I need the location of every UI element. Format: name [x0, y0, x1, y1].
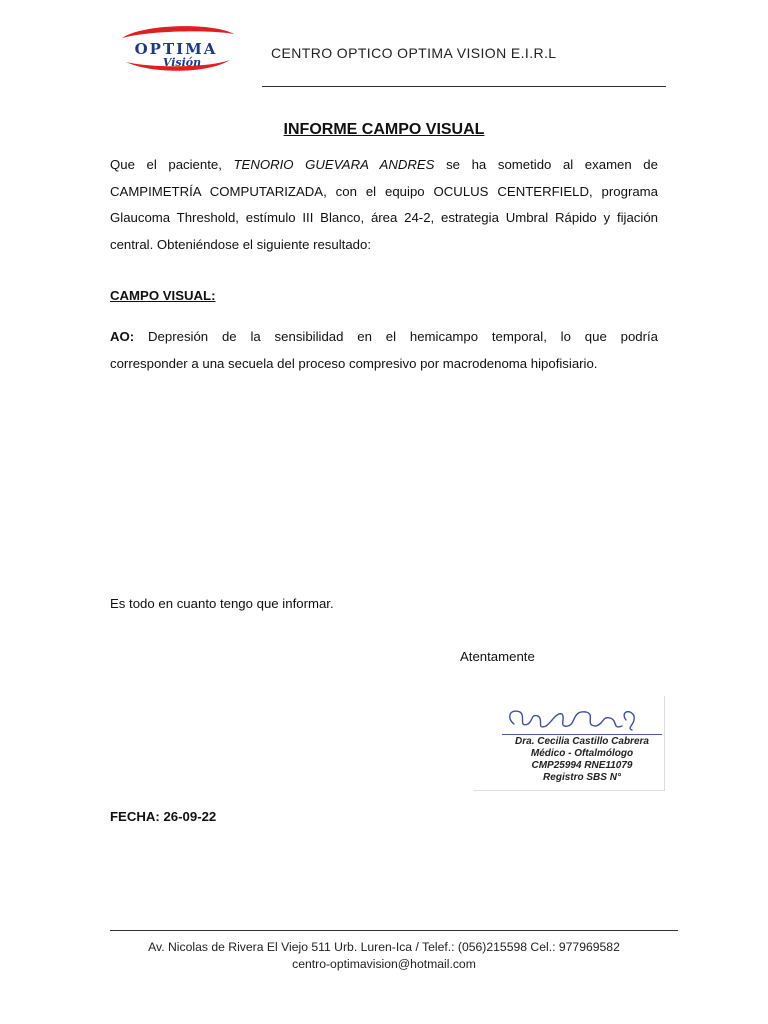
intro-text-a: Que el paciente,	[110, 157, 222, 172]
doctor-registration: CMP25994 RNE11079	[531, 760, 633, 771]
logo-text: OPTIMA	[134, 40, 218, 58]
section-heading: CAMPO VISUAL:	[110, 288, 216, 303]
doctor-sbs: Registro SBS N°	[543, 772, 621, 783]
report-date: FECHA: 26-09-22	[110, 809, 217, 824]
footer-divider	[110, 930, 678, 931]
doctor-stamp	[474, 696, 665, 791]
result-line-1	[110, 324, 658, 351]
signature-rule	[502, 734, 662, 735]
footer-address: Av. Nicolas de Rivera El Viejo 511 Urb. Luren-Ica / Telef.: (056)215598 Cel.: 977969582	[148, 940, 620, 954]
intro-line-4: central. Obteniéndose el siguiente resultado:	[110, 236, 371, 252]
intro-line-3: Glaucoma Threshold, estímulo III Blanco, área 24-2, estrategia Umbral Rápido y fijación	[110, 210, 658, 225]
handwritten-signature	[500, 702, 660, 736]
header-divider	[262, 86, 666, 87]
company-logo	[112, 22, 240, 78]
report-title: INFORME CAMPO VISUAL	[283, 121, 485, 138]
intro-text-b: se ha sometido al examen de	[446, 157, 658, 172]
result-label: AO:	[110, 329, 135, 344]
patient-name: TENORIO GUEVARA ANDRES	[233, 157, 435, 172]
closing-statement: Es todo en cuanto tengo que informar.	[110, 596, 334, 611]
intro-line-1	[110, 152, 658, 179]
sign-off: Atentamente	[460, 649, 535, 664]
intro-line-2: CAMPIMETRÍA COMPUTARIZADA, con el equipo OCULUS CENTERFIELD, programa	[110, 183, 658, 199]
result-paragraph	[110, 324, 658, 377]
result-line-2: corresponder a una secuela del proceso compresivo por macrodenoma hipofisiario.	[110, 355, 598, 371]
logo-subtext: Visión	[162, 56, 202, 69]
doctor-name: Dra. Cecilia Castillo Cabrera	[515, 736, 649, 747]
result-text-1: Depresión de la sensibilidad en el hemicampo temporal, lo que podría	[148, 329, 659, 344]
company-name: CENTRO OPTICO OPTIMA VISION E.I.R.L	[271, 45, 557, 61]
doctor-role: Médico - Oftalmólogo	[530, 748, 634, 759]
intro-paragraph	[110, 152, 658, 258]
footer-email: centro-optimavision@hotmail.com	[292, 957, 476, 971]
